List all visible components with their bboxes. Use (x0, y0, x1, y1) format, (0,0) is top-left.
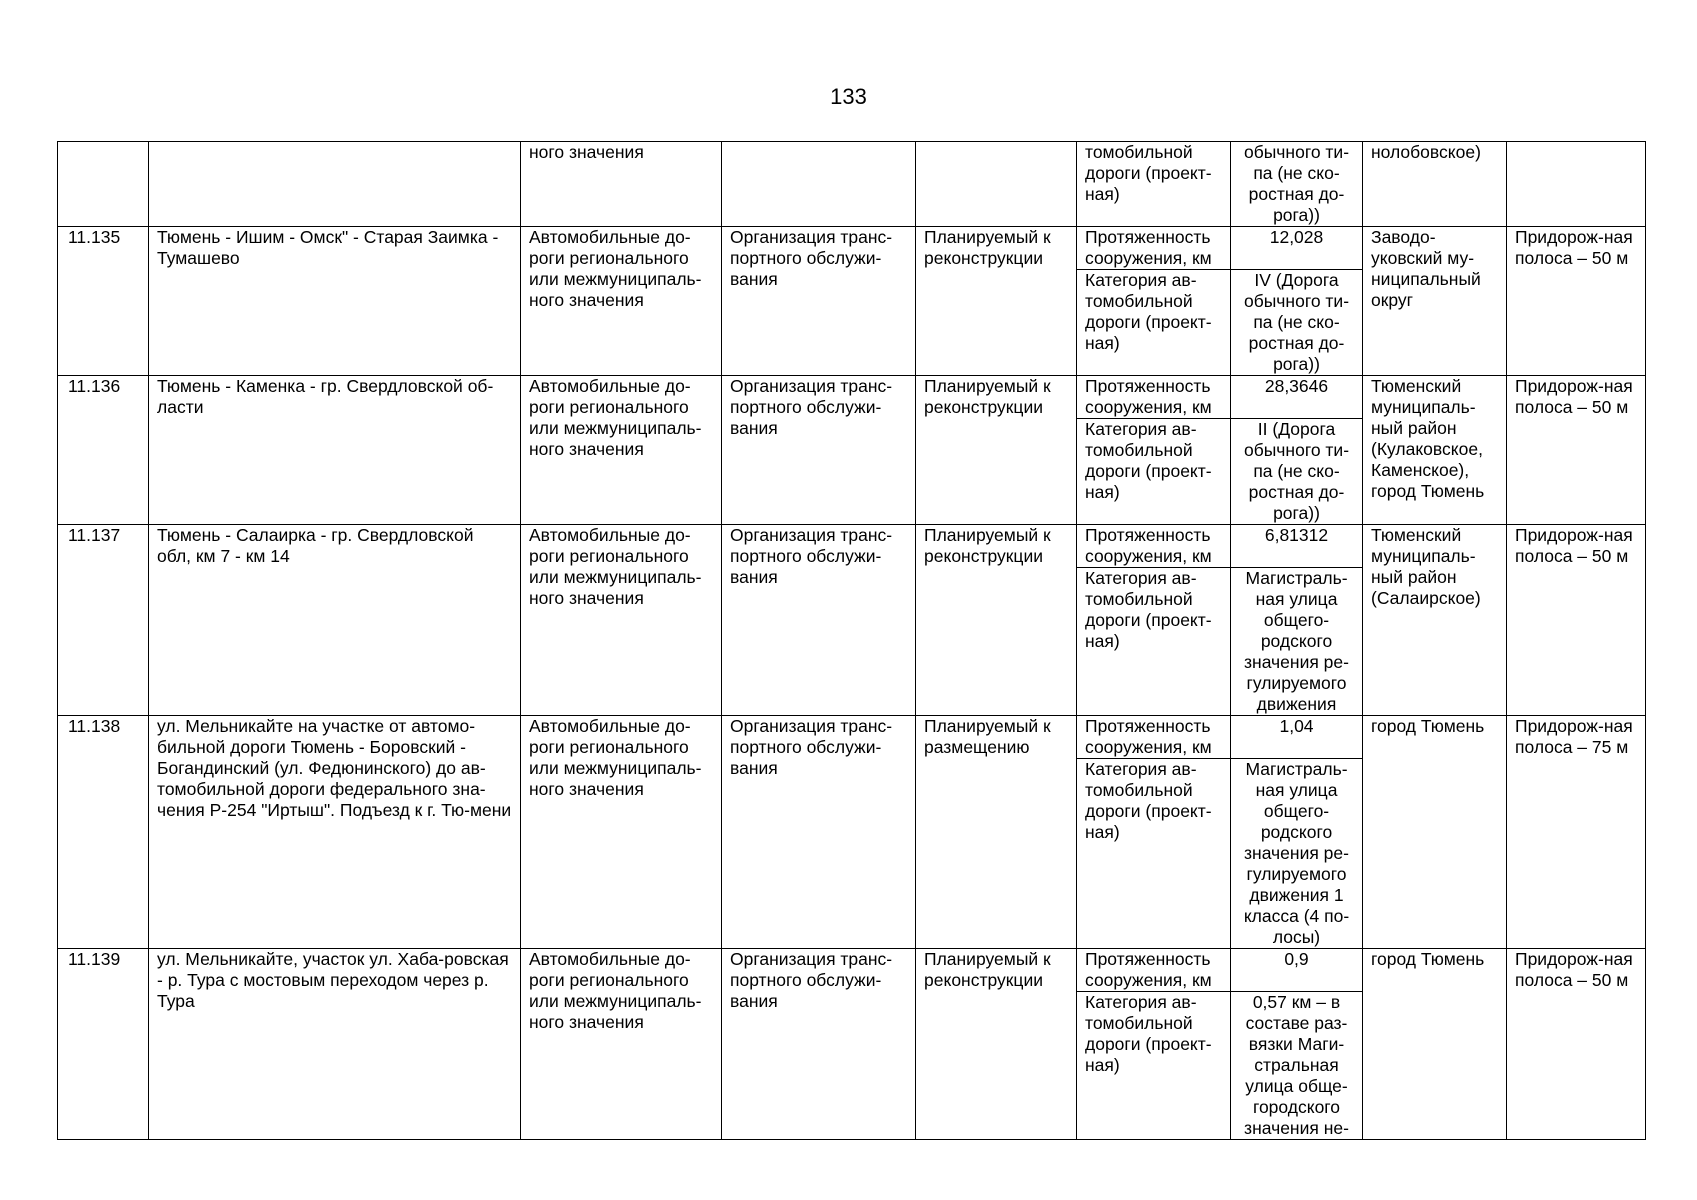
cell-param: Категория ав-томобильной дороги (проект-ная) (1077, 568, 1231, 716)
cell-value: обычного ти-па (не ско-ростная до-рога)) (1231, 142, 1363, 227)
cell-type: Автомобильные до-роги регионального или межмуниципаль-ного значения (521, 376, 722, 525)
table-row (58, 716, 1646, 759)
cell-value: II (Дорога обычного ти-па (не ско-ростная до-рога)) (1231, 419, 1363, 525)
cell-value: 1,04 (1231, 716, 1363, 759)
cell-name: Тюмень - Ишим - Омск" - Старая Заимка - Тумашево (149, 227, 521, 376)
cell-value: 0,9 (1231, 949, 1363, 992)
page-number: 133 (830, 84, 867, 109)
cell-param: томобильной дороги (проект-ная) (1077, 142, 1231, 227)
cell-name: Тюмень - Каменка - гр. Свердловской об-ласти (149, 376, 521, 525)
cell-type: ного значения (521, 142, 722, 227)
cell-status: Планируемый к реконструкции (916, 376, 1077, 525)
cell-value: IV (Дорога обычного ти-па (не ско-ростная до-рога)) (1231, 270, 1363, 376)
cell-id: 11.139 (58, 949, 149, 1140)
cell-zone: Придорож-ная полоса – 50 м (1507, 949, 1646, 1140)
cell-zone: Придорож-ная полоса – 50 м (1507, 376, 1646, 525)
cell-status: Планируемый к размещению (916, 716, 1077, 949)
cell-zone (1507, 142, 1646, 227)
cell-id: 11.137 (58, 525, 149, 716)
cell-value: Магистраль-ная улица общего-родского значения ре-гулируемого движения (1231, 568, 1363, 716)
cell-zone: Придорож-ная полоса – 50 м (1507, 525, 1646, 716)
cell-type: Автомобильные до-роги регионального или межмуниципаль-ного значения (521, 949, 722, 1140)
cell-param: Категория ав-томобильной дороги (проект-ная) (1077, 419, 1231, 525)
cell-name: ул. Мельникайте на участке от автомо-бильной дороги Тюмень - Боровский - Богандинский (ул. Федюнинского) до ав-томобильной дороги федерального зна-чения Р-254 "Иртыш". Подъезд к г. Тю-мени (149, 716, 521, 949)
cell-name: ул. Мельникайте, участок ул. Хаба-ровская - р. Тура с мостовым переходом через р. Тура (149, 949, 521, 1140)
table-row-continuation (58, 142, 1646, 227)
cell-value: 0,57 км – в составе раз-вязки Маги-стральная улица обще-городского значения не- (1231, 992, 1363, 1140)
cell-location: город Тюмень (1363, 949, 1507, 1140)
cell-param: Протяженность сооружения, км (1077, 376, 1231, 419)
cell-type: Автомобильные до-роги регионального или межмуниципаль-ного значения (521, 227, 722, 376)
cell-name: Тюмень - Салаирка - гр. Свердловской обл, км 7 - км 14 (149, 525, 521, 716)
cell-zone: Придорож-ная полоса – 75 м (1507, 716, 1646, 949)
cell-purpose: Организация транс-портного обслужи-вания (722, 949, 916, 1140)
table-row (58, 949, 1646, 992)
cell-id: 11.136 (58, 376, 149, 525)
cell-value: Магистраль-ная улица общего-родского значения ре-гулируемого движения 1 класса (4 по-лосы) (1231, 759, 1363, 949)
cell-purpose (722, 142, 916, 227)
cell-status: Планируемый к реконструкции (916, 227, 1077, 376)
cell-param: Протяженность сооружения, км (1077, 525, 1231, 568)
cell-type: Автомобильные до-роги регионального или межмуниципаль-ного значения (521, 716, 722, 949)
table-row (58, 376, 1646, 419)
table-row (58, 227, 1646, 270)
cell-location: нолобовское) (1363, 142, 1507, 227)
cell-id (58, 142, 149, 227)
cell-status (916, 142, 1077, 227)
cell-param: Категория ав-томобильной дороги (проект-ная) (1077, 759, 1231, 949)
cell-status: Планируемый к реконструкции (916, 525, 1077, 716)
cell-param: Протяженность сооружения, км (1077, 227, 1231, 270)
cell-value: 6,81312 (1231, 525, 1363, 568)
cell-id: 11.135 (58, 227, 149, 376)
cell-location: город Тюмень (1363, 716, 1507, 949)
cell-value: 28,3646 (1231, 376, 1363, 419)
cell-purpose: Организация транс-портного обслужи-вания (722, 227, 916, 376)
cell-zone: Придорож-ная полоса – 50 м (1507, 227, 1646, 376)
cell-param: Протяженность сооружения, км (1077, 716, 1231, 759)
cell-value: 12,028 (1231, 227, 1363, 270)
cell-status: Планируемый к реконструкции (916, 949, 1077, 1140)
cell-param: Категория ав-томобильной дороги (проект-ная) (1077, 270, 1231, 376)
cell-purpose: Организация транс-портного обслужи-вания (722, 525, 916, 716)
cell-purpose: Организация транс-портного обслужи-вания (722, 376, 916, 525)
cell-location: Тюменский муниципаль-ный район (Кулаковское, Каменское), город Тюмень (1363, 376, 1507, 525)
cell-param: Протяженность сооружения, км (1077, 949, 1231, 992)
cell-purpose: Организация транс-портного обслужи-вания (722, 716, 916, 949)
cell-location: Заводо-уковский му-ниципальный округ (1363, 227, 1507, 376)
cell-type: Автомобильные до-роги регионального или межмуниципаль-ного значения (521, 525, 722, 716)
cell-id: 11.138 (58, 716, 149, 949)
cell-param: Категория ав-томобильной дороги (проект-ная) (1077, 992, 1231, 1140)
cell-location: Тюменский муниципаль-ный район (Салаирское) (1363, 525, 1507, 716)
cell-name (149, 142, 521, 227)
roads-table (57, 141, 1646, 1140)
table-row (58, 525, 1646, 568)
